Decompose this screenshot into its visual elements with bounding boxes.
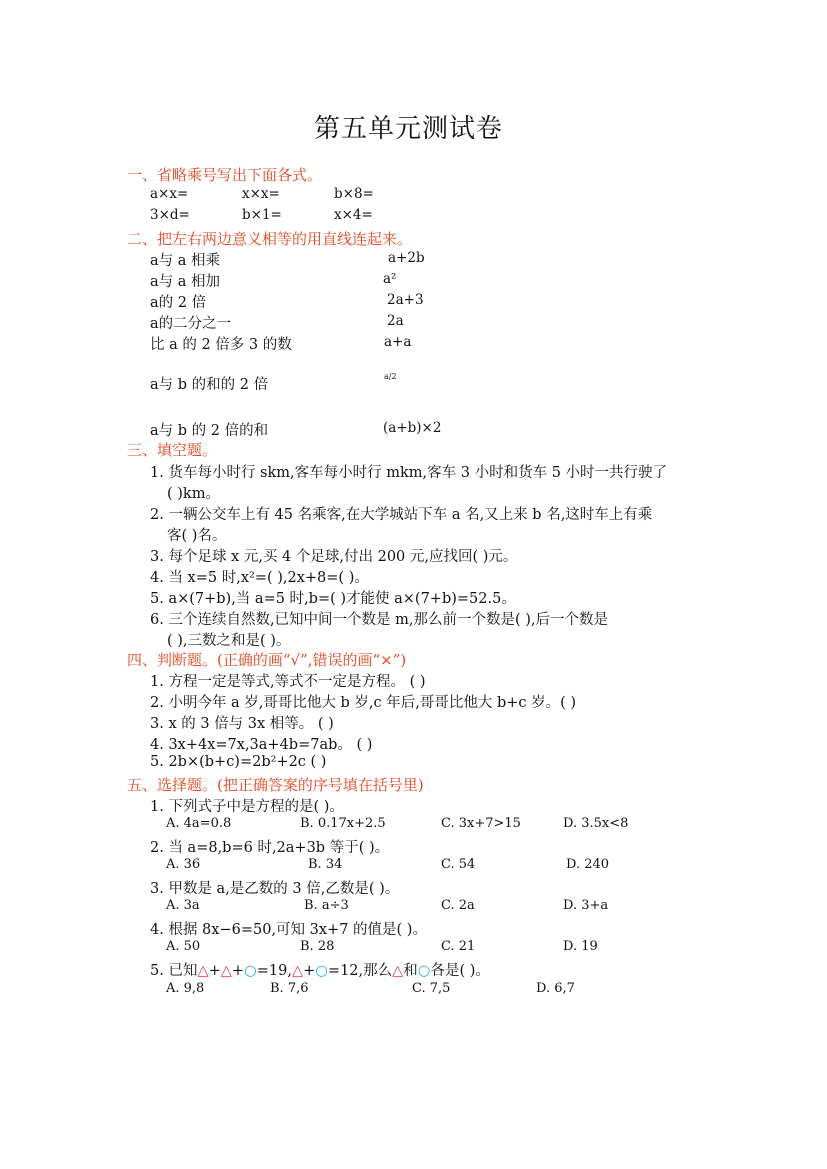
- match-left-item: a与 a 相加: [150, 274, 221, 290]
- section-4-heading: 四、判断题。(正确的画“√”,错误的画“×”): [127, 651, 407, 669]
- fill-question: 1. 货车每小时行 skm,客车每小时行 mkm,客车 3 小时和货车 5 小时一共行驶了: [150, 465, 668, 481]
- judge-item: 4. 3x+4x=7x,3a+4b=7ab。 ( ): [150, 737, 373, 753]
- circle-icon: ○: [417, 963, 431, 979]
- match-left-item: a与 a 相乘: [150, 253, 221, 269]
- s1-expr: x×x=: [242, 186, 280, 202]
- choice-option: A. 36: [166, 857, 201, 872]
- choice-option: D. 3.5x<8: [563, 816, 629, 831]
- choice-option: C. 2a: [441, 898, 475, 913]
- choice-option: A. 50: [166, 939, 201, 954]
- fill-question: 5. a×(7+b),当 a=5 时,b=( )才能使 a×(7+b)=52.5。: [150, 591, 516, 607]
- section-2-heading: 二、把左右两边意义相等的用直线连起来。: [127, 230, 413, 248]
- match-right-item: a+a: [384, 334, 412, 350]
- choice-option: D. 240: [566, 857, 610, 872]
- q5-eq1: =19,: [256, 963, 292, 979]
- section-5-heading: 五、选择题。(把正确答案的序号填在括号里): [127, 776, 424, 794]
- judge-item: 1. 方程一定是等式,等式不一定是方程。 ( ): [150, 674, 426, 690]
- match-right-fraction: a/2: [384, 372, 397, 381]
- section-1-heading: 一、省略乘号写出下面各式。: [127, 166, 323, 184]
- circle-icon: ○: [244, 963, 257, 979]
- judge-item: 3. x 的 3 倍与 3x 相等。 ( ): [150, 716, 334, 732]
- fill-question: 4. 当 x=5 时,x²=( ),2x+8=( )。: [150, 570, 369, 586]
- choice-option: A. 3a: [166, 898, 200, 913]
- choice-option: C. 3x+7>15: [441, 816, 521, 831]
- s1-expr: b×1=: [242, 207, 282, 223]
- choice-question-5: 5. 已知△+△+○=19,△+○=12,那么△和○各是( )。: [150, 963, 490, 979]
- q5-eq2: =12,那么: [327, 963, 393, 979]
- choice-option: D. 3+a: [563, 898, 609, 913]
- choice-question: 3. 甲数是 a,是乙数的 3 倍,乙数是( )。: [150, 881, 400, 897]
- choice-option: D. 6,7: [536, 981, 575, 996]
- match-right-item: 2a: [387, 313, 404, 329]
- section-3-heading: 三、填空题。: [127, 441, 218, 459]
- s1-expr: x×4=: [334, 207, 373, 223]
- circle-icon: ○: [315, 963, 328, 979]
- choice-option: C. 21: [441, 939, 476, 954]
- choice-option: C. 54: [441, 857, 476, 872]
- triangle-icon: △: [392, 963, 404, 979]
- choice-question: 1. 下列式子中是方程的是( )。: [150, 799, 344, 815]
- choice-option: B. 0.17x+2.5: [300, 816, 386, 831]
- choice-option: A. 9,8: [166, 981, 205, 996]
- choice-question: 2. 当 a=8,b=6 时,2a+3b 等于( )。: [150, 840, 390, 856]
- match-right-item: a²: [383, 271, 397, 287]
- fill-question-cont: ( ),三数之和是( )。: [167, 633, 291, 649]
- match-left-item: a的 2 倍: [150, 295, 207, 311]
- q5-suffix: 各是( )。: [430, 963, 490, 979]
- match-right-item: 2a+3: [387, 292, 424, 308]
- match-right-item: (a+b)×2: [383, 420, 442, 436]
- fill-question-cont: ( )km。: [167, 486, 220, 502]
- choice-option: C. 7,5: [412, 981, 451, 996]
- q5-prefix: 5. 已知: [150, 963, 198, 979]
- choice-option: B. 34: [308, 857, 343, 872]
- page-title: 第五单元测试卷: [314, 114, 504, 144]
- fill-question: 3. 每个足球 x 元,买 4 个足球,付出 200 元,应找回( )元。: [150, 549, 518, 565]
- fill-question: 6. 三个连续自然数,已知中间一个数是 m,那么前一个数是( ),后一个数是: [150, 612, 609, 628]
- match-left-item: a的二分之一: [150, 316, 232, 332]
- match-left-item: 比 a 的 2 倍多 3 的数: [150, 337, 292, 353]
- s1-expr: 3×d=: [150, 207, 190, 223]
- match-right-item: a+2b: [388, 250, 425, 266]
- q5-and: 和: [403, 963, 418, 979]
- triangle-icon: △: [291, 963, 304, 979]
- fill-question: 2. 一辆公交车上有 45 名乘客,在大学城站下车 a 名,又上来 b 名,这时车上有乘: [150, 507, 653, 523]
- choice-option: A. 4a=0.8: [166, 816, 232, 831]
- choice-option: D. 19: [563, 939, 598, 954]
- choice-question: 4. 根据 8x−6=50,可知 3x+7 的值是( )。: [150, 922, 427, 938]
- choice-option: B. 7,6: [270, 981, 309, 996]
- choice-option: B. a÷3: [304, 898, 349, 913]
- judge-item: 2. 小明今年 a 岁,哥哥比他大 b 岁,c 年后,哥哥比他大 b+c 岁。( ): [150, 695, 577, 711]
- choice-option: B. 28: [300, 939, 335, 954]
- match-left-item: a与 b 的 2 倍的和: [150, 423, 269, 439]
- judge-item: 5. 2b×(b+c)=2b²+2c ( ): [150, 754, 327, 770]
- s1-expr: b×8=: [334, 186, 374, 202]
- fill-question-cont: 客( )名。: [167, 528, 227, 544]
- triangle-icon: △: [220, 963, 232, 979]
- match-left-item: a与 b 的和的 2 倍: [150, 377, 269, 393]
- s1-expr: a×x=: [150, 186, 189, 202]
- triangle-icon: △: [197, 963, 209, 979]
